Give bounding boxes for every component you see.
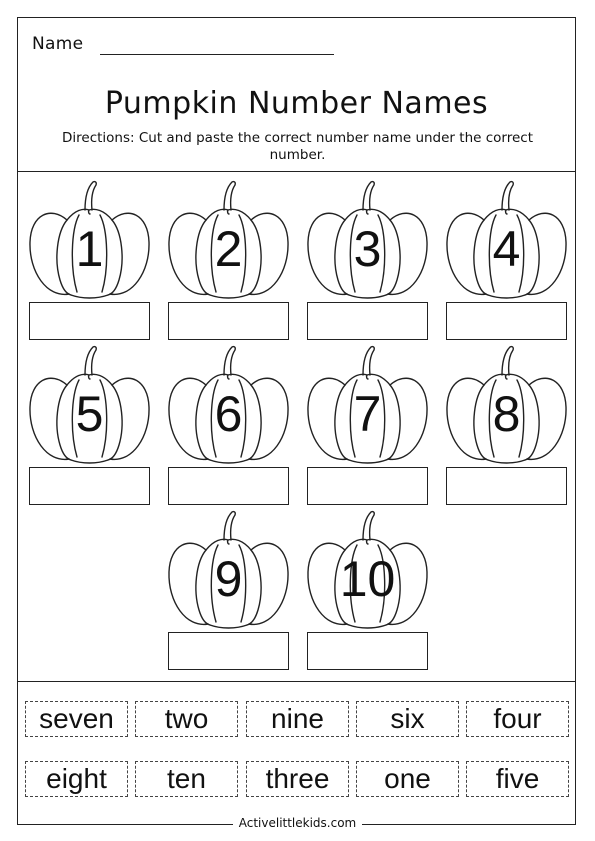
answer-box-9[interactable] (168, 632, 289, 670)
directions-text: Directions: Cut and paste the correct number name under the correct number. (62, 130, 533, 163)
word-card[interactable]: five (466, 761, 569, 797)
name-field[interactable] (100, 54, 334, 55)
answer-box-2[interactable] (168, 302, 289, 340)
pumpkin-9 (166, 510, 291, 630)
answer-box-5[interactable] (29, 467, 150, 505)
answer-box-7[interactable] (307, 467, 428, 505)
pumpkin-1 (27, 180, 152, 300)
pumpkin-10 (305, 510, 430, 630)
word-card[interactable]: nine (246, 701, 349, 737)
pumpkin-2 (166, 180, 291, 300)
pumpkin-7 (305, 345, 430, 465)
word-card[interactable]: two (135, 701, 238, 737)
pumpkin-number: 5 (75, 386, 104, 442)
word-card[interactable]: ten (135, 761, 238, 797)
word-card[interactable]: three (246, 761, 349, 797)
pumpkin-6 (166, 345, 291, 465)
pumpkin-number: 6 (214, 386, 243, 442)
answer-box-8[interactable] (446, 467, 567, 505)
pumpkin-8 (444, 345, 569, 465)
pumpkin-4 (444, 180, 569, 300)
pumpkin-number: 2 (214, 221, 243, 277)
word-card[interactable]: one (356, 761, 459, 797)
page-title: Pumpkin Number Names (104, 86, 489, 121)
pumpkin-3 (305, 180, 430, 300)
answer-box-6[interactable] (168, 467, 289, 505)
answer-box-3[interactable] (307, 302, 428, 340)
pumpkin-number: 10 (339, 551, 396, 607)
header-divider (17, 171, 576, 172)
pumpkin-number: 1 (75, 221, 104, 277)
pumpkin-number: 9 (214, 551, 243, 607)
footer-text: Activelittlekids.com (233, 816, 363, 830)
pumpkin-number: 3 (353, 221, 382, 277)
pumpkin-number: 7 (353, 386, 382, 442)
word-card[interactable]: eight (25, 761, 128, 797)
answer-box-10[interactable] (307, 632, 428, 670)
words-divider (17, 681, 576, 682)
answer-box-4[interactable] (446, 302, 567, 340)
word-card[interactable]: six (356, 701, 459, 737)
answer-box-1[interactable] (29, 302, 150, 340)
pumpkin-number: 8 (492, 386, 521, 442)
pumpkin-number: 4 (492, 221, 521, 277)
word-card[interactable]: seven (25, 701, 128, 737)
footer (0, 816, 595, 830)
name-label: Name (32, 34, 84, 54)
pumpkin-5 (27, 345, 152, 465)
word-card[interactable]: four (466, 701, 569, 737)
